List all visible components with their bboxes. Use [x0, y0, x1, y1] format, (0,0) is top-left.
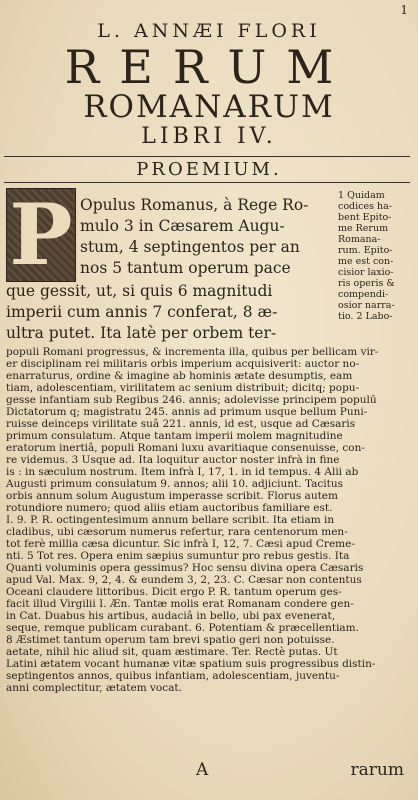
opening-line: ultra putet. Ita latè per orbem ter-: [6, 324, 277, 342]
section-title: PROEMIUM.: [136, 159, 282, 180]
note-line: nti. 5 Tot res. Opera enim sæpius sumuntur pro rebus gestis. Ita: [6, 550, 350, 562]
note-line: apud Val. Max. 9, 2, 4. & eundem 3, 2, 23. C. Cæsar non contentus: [6, 574, 362, 586]
note-line: cladibus, ubi cæsorum numerus refertur, rara centenorum men-: [6, 526, 348, 538]
note-line: in Cat. Duabus his artibus, audaciâ in bello, ubi pax evenerat,: [6, 610, 336, 622]
note-line: tot ferè millia cæsa dicuntur. Sic infrà I, 12, 7. Cæsi apud Creme-: [6, 538, 355, 550]
author-line: L. ANNÆI FLORI: [97, 20, 321, 42]
note-line: anni complectitur, ætatem vocat.: [6, 682, 182, 694]
drop-cap-ornament: [6, 185, 76, 284]
note-line: ruisse deinceps virilitate suâ 221. annis, id est, usque ad Cæsaris: [6, 418, 356, 430]
title-line-romanarum: ROMANARUM: [83, 89, 335, 125]
catchword: rarum: [350, 760, 404, 780]
margin-note-line: me est con-: [338, 256, 394, 267]
note-line: Dictatorum q; magistratu 245. annis ad primum usque bellum Puni-: [6, 406, 368, 418]
note-line: tiam, adolescentiam, virilitatem ac senium distribuit; dicitq; popu-: [6, 382, 360, 394]
margin-note-line: codices ha-: [338, 201, 392, 212]
note-line: er disciplinam rei militaris orbis imperium acquisiverit: auctor no-: [6, 358, 360, 370]
note-line: Latini ætatem vocant humanæ vitæ spatium suis progressibus distin-: [6, 658, 376, 670]
margin-note-line: osior narra-: [338, 300, 395, 311]
note-line: I. 9. P. R. octingentesimum annum bellare scribit. Ita etiam in: [6, 514, 335, 526]
margin-note-line: me Rerum: [338, 223, 389, 234]
title-rule-top: [4, 156, 410, 157]
note-line: rotundiore numero; quod aliis etiam auctoribus familiare est.: [6, 502, 333, 514]
title-line-rerum: RERUM: [64, 40, 354, 94]
note-line: facit illud Virgilii I. Æn. Tantæ molis erat Romanam condere gen-: [6, 598, 354, 610]
note-line: is : in sæculum nostrum. Item infrà I, 17, 1. in id tempus. 4 Alii ab: [6, 466, 359, 478]
opening-line: nos 5 tantum operum pace: [80, 259, 291, 277]
note-line: primum consulatum. Atque tantam imperii molem magnitudine: [6, 430, 343, 442]
margin-note-line: compendi-: [338, 289, 389, 300]
note-line: 8 Æstimet tantum operum tam brevi spatio geri non potuisse.: [6, 634, 335, 646]
title-line-libri: LIBRI IV.: [141, 124, 277, 149]
title-rule-bottom: [4, 182, 410, 183]
margin-note-line: cisior laxio-: [338, 267, 394, 278]
note-line: orbis annum solum Augustum imperasse scribit. Florus autem: [6, 490, 338, 502]
margin-note-line: 1 Quidam: [338, 190, 385, 201]
opening-line: stum, 4 septingentos per an: [80, 238, 300, 256]
margin-note-line: tio. 2 Labo-: [338, 311, 393, 322]
signature-mark: A: [196, 760, 209, 780]
margin-note-line: bent Epito-: [338, 212, 392, 223]
note-line: gesse infantiam sub Regibus 246. annis; adolevisse principem populū: [6, 394, 377, 406]
drop-cap-letter: P: [9, 185, 73, 284]
note-line: Augusti primum consulatum 9. annos; alii 10. adjiciunt. Tacitus: [6, 478, 343, 490]
opening-line: imperii cum annis 7 conferat, 8 æ-: [6, 303, 278, 321]
opening-line: Opulus Romanus, à Rege Ro-: [80, 196, 309, 214]
note-line: septingentos annos, quibus infantiam, adolescentiam, juventu-: [6, 670, 340, 682]
margin-note-line: ris operis &: [338, 278, 395, 289]
opening-line: que gessit, ut, si quis 6 magnitudi: [6, 282, 273, 300]
opening-line: mulo 3 in Cæsarem Augu-: [80, 217, 285, 235]
margin-note-line: Romana-: [338, 234, 381, 245]
note-line: aetate, nihil hic aliud sit, quam æstimare. Ter. Rectè putas. Ut: [6, 646, 338, 658]
note-line: enarraturus, ordine & imagine ab hominis ætate desumptis, eam: [6, 370, 353, 382]
note-line: Quanti voluminis opera gessimus? Hoc sensu divina opera Cæsaris: [6, 562, 364, 574]
note-line: populi Romani progressus, & incrementa illa, quibus per bellicam vir-: [6, 346, 379, 358]
page-number: 1: [400, 3, 408, 17]
note-line: seque, remque publicam curabant. 6. Potentiam & præcellentiam.: [6, 622, 359, 634]
note-line: re videmus. 3 Usque ad. Ita loquitur auctor noster infrà in fine: [6, 454, 340, 466]
margin-note-line: rum. Epito-: [338, 245, 393, 256]
note-line: Oceani claudere littoribus. Dicit ergo P. R. tantum operum ges-: [6, 586, 342, 598]
note-line: eratorum inertiâ, populi Romani luxu avaritiaque consenuisse, con-: [6, 442, 365, 454]
